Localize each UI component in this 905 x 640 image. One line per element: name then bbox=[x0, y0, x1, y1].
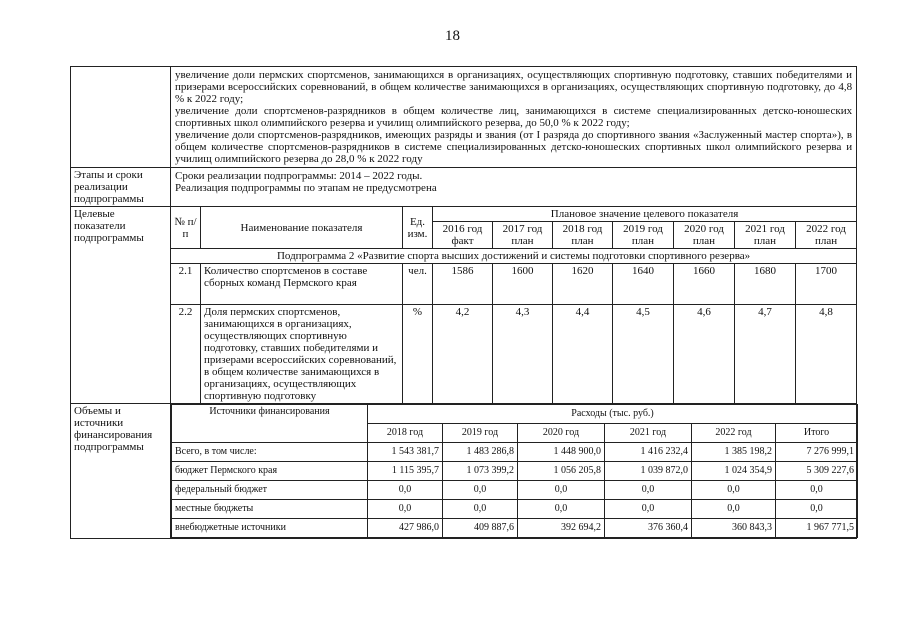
indicators-header-row bbox=[71, 207, 857, 222]
fin-year-header: 2018 год bbox=[368, 424, 443, 443]
fin-value: 1 039 872,0 bbox=[605, 462, 692, 481]
result-line: увеличение доли пермских спортсменов, занимающихся в организациях, осуществляющих спортивную подготовку, ставших победителями и призерами всероссийских соревнований, в общем количестве занимающихся в организациях, осуществляющих спортивную подготовку, до 4,8 % к 2022 году; bbox=[175, 69, 853, 105]
year-header: 2016 год факт bbox=[433, 222, 493, 249]
indicator-row bbox=[71, 305, 857, 404]
fin-year-header: 2019 год bbox=[443, 424, 518, 443]
fin-value: 0,0 bbox=[692, 500, 776, 519]
stages-text-cell bbox=[171, 168, 857, 207]
fin-value: 0,0 bbox=[605, 500, 692, 519]
indicator-value: 4,7 bbox=[735, 305, 796, 404]
indicator-num: 2.2 bbox=[171, 305, 201, 404]
fin-value: 0,0 bbox=[443, 500, 518, 519]
passport-table bbox=[70, 66, 857, 539]
indicator-value: 4,4 bbox=[553, 305, 613, 404]
fin-year-header: 2021 год bbox=[605, 424, 692, 443]
fin-value: 0,0 bbox=[368, 481, 443, 500]
stages-row bbox=[71, 168, 857, 207]
fin-value: 1 483 286,8 bbox=[443, 443, 518, 462]
fin-value: 427 986,0 bbox=[368, 519, 443, 538]
fin-value: 0,0 bbox=[518, 500, 605, 519]
stages-label: Этапы и сроки реализации подпрограммы bbox=[71, 168, 171, 207]
year-header: 2021 год план bbox=[735, 222, 796, 249]
fin-value: 409 887,6 bbox=[443, 519, 518, 538]
results-text-cell bbox=[171, 67, 857, 168]
stages-line: Реализация подпрограммы по этапам не предусмотрена bbox=[175, 182, 437, 194]
indicators-label: Целевые показатели подпрограммы bbox=[71, 207, 171, 404]
indicator-value: 1620 bbox=[553, 264, 613, 305]
sources-header: Источники финансирования bbox=[172, 405, 368, 443]
financing-header-row bbox=[172, 405, 858, 424]
year-header: 2019 год план bbox=[613, 222, 674, 249]
indicator-value: 1640 bbox=[613, 264, 674, 305]
indicator-row bbox=[71, 264, 857, 305]
indicator-value: 1660 bbox=[674, 264, 735, 305]
fin-value: 1 385 198,2 bbox=[692, 443, 776, 462]
fin-value: 1 024 354,9 bbox=[692, 462, 776, 481]
fin-value: 1 115 395,7 bbox=[368, 462, 443, 481]
col-unit-header: Ед. изм. bbox=[403, 207, 433, 249]
financing-data-row bbox=[172, 462, 858, 481]
fin-value: 0,0 bbox=[776, 481, 858, 500]
year-header: 2022 год план bbox=[796, 222, 857, 249]
fin-value: 1 448 900,0 bbox=[518, 443, 605, 462]
expenses-header: Расходы (тыс. руб.) bbox=[368, 405, 858, 424]
indicator-num: 2.1 bbox=[171, 264, 201, 305]
result-line: увеличение доли спортсменов-разрядников, имеющих разряды и звания (от I разряда до спортивного звания «Заслуженный мастер спорта»), в общем количестве спортсменов-разрядников в системе специализированных детско-юношеских спортивных школ олимпийского резерва и училищ олимпийского резерва до 28,0 % к 2022 году bbox=[175, 129, 853, 165]
indicator-name: Доля пермских спортсменов, занимающихся в организациях, осуществляющих спортивную подготовку, ставших победителями и призерами всероссийских соревнований, в общем количестве занимающихся в организациях, осуществляющих спортивную подготовку bbox=[201, 305, 403, 404]
fin-year-header: Итого bbox=[776, 424, 858, 443]
indicator-value: 4,8 bbox=[796, 305, 857, 404]
indicator-value: 4,3 bbox=[493, 305, 553, 404]
financing-data-row bbox=[172, 519, 858, 538]
fin-year-header: 2022 год bbox=[692, 424, 776, 443]
col-plan-header: Плановое значение целевого показателя bbox=[433, 207, 857, 222]
fin-year-header: 2020 год bbox=[518, 424, 605, 443]
financing-data-row bbox=[172, 481, 858, 500]
indicator-value: 1700 bbox=[796, 264, 857, 305]
fin-value: 376 360,4 bbox=[605, 519, 692, 538]
indicator-value: 1680 bbox=[735, 264, 796, 305]
fin-value: 1 056 205,8 bbox=[518, 462, 605, 481]
indicator-unit: % bbox=[403, 305, 433, 404]
indicator-name: Количество спортсменов в составе сборных команд Пермского края bbox=[201, 264, 403, 305]
financing-data-row bbox=[172, 500, 858, 519]
fin-source: бюджет Пермского края bbox=[172, 462, 368, 481]
financing-label: Объемы и источники финансирования подпрограммы bbox=[71, 404, 171, 539]
result-line: увеличение доли спортсменов-разрядников в общем количестве лиц, занимающихся в системе специализированных детско-юношеских спортивных школ олимпийского резерва и училищ олимпийского резерва, до 50,0 % к 2022 году; bbox=[175, 105, 853, 129]
indicator-value: 1600 bbox=[493, 264, 553, 305]
fin-value: 0,0 bbox=[776, 500, 858, 519]
fin-value: 0,0 bbox=[368, 500, 443, 519]
subprogram-title: Подпрограмма 2 «Развитие спорта высших достижений и системы подготовки спортивного резерва» bbox=[171, 249, 857, 264]
results-label-cell bbox=[71, 67, 171, 168]
year-header: 2018 год план bbox=[553, 222, 613, 249]
fin-value: 392 694,2 bbox=[518, 519, 605, 538]
financing-data-row bbox=[172, 443, 858, 462]
year-header: 2020 год план bbox=[674, 222, 735, 249]
fin-source: федеральный бюджет bbox=[172, 481, 368, 500]
fin-value: 1 967 771,5 bbox=[776, 519, 858, 538]
col-name-header: Наименование показателя bbox=[201, 207, 403, 249]
subprogram-title-row bbox=[71, 249, 857, 264]
col-num-header: № п/п bbox=[171, 207, 201, 249]
fin-source: Всего, в том числе: bbox=[172, 443, 368, 462]
indicator-unit: чел. bbox=[403, 264, 433, 305]
results-row bbox=[71, 67, 857, 168]
fin-value: 0,0 bbox=[605, 481, 692, 500]
indicator-value: 4,2 bbox=[433, 305, 493, 404]
financing-table bbox=[171, 404, 858, 538]
fin-value: 1 416 232,4 bbox=[605, 443, 692, 462]
fin-value: 360 843,3 bbox=[692, 519, 776, 538]
fin-value: 1 073 399,2 bbox=[443, 462, 518, 481]
stages-line: Сроки реализации подпрограммы: 2014 – 2022 годы. bbox=[175, 170, 423, 182]
year-header: 2017 год план bbox=[493, 222, 553, 249]
fin-source: внебюджетные источники bbox=[172, 519, 368, 538]
fin-value: 0,0 bbox=[518, 481, 605, 500]
financing-row bbox=[71, 404, 857, 539]
indicator-value: 1586 bbox=[433, 264, 493, 305]
fin-value: 7 276 999,1 bbox=[776, 443, 858, 462]
financing-table-cell bbox=[171, 404, 857, 539]
fin-value: 5 309 227,6 bbox=[776, 462, 858, 481]
fin-value: 1 543 381,7 bbox=[368, 443, 443, 462]
indicator-value: 4,5 bbox=[613, 305, 674, 404]
fin-value: 0,0 bbox=[443, 481, 518, 500]
indicator-value: 4,6 bbox=[674, 305, 735, 404]
fin-source: местные бюджеты bbox=[172, 500, 368, 519]
page-number: 18 bbox=[445, 28, 460, 44]
fin-value: 0,0 bbox=[692, 481, 776, 500]
